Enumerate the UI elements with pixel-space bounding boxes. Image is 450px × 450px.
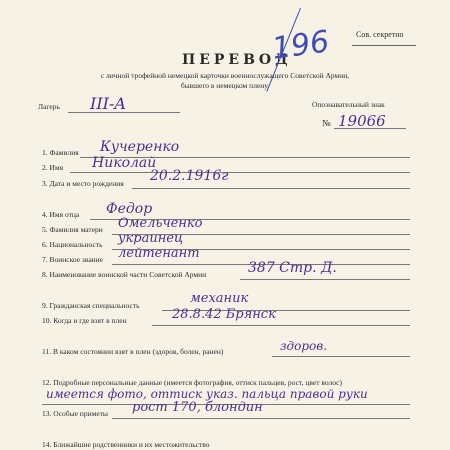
field-7-value: лейтенант	[118, 246, 200, 261]
field-2-value: Николай	[92, 155, 157, 171]
field-3-value: 20.2.1916г	[150, 168, 229, 184]
field-9-value: механик	[190, 291, 249, 306]
secret-underline	[352, 45, 416, 46]
field-5-value: Омельченко	[118, 216, 203, 231]
stamp-number: 196	[269, 24, 332, 67]
subtitle-line-1: с личной трофейной немецкой карточки военнослужащего Советской Армии,	[100, 71, 350, 80]
field-6-value: украинец	[118, 231, 184, 246]
tag-value: 19066	[338, 112, 386, 130]
field-4-label: 4. Имя отца	[42, 210, 80, 219]
field-2-label: 2. Имя	[42, 163, 64, 172]
field-13-label: 13. Особые приметы	[42, 409, 108, 418]
field-2-underline	[70, 172, 410, 173]
field-7-label: 7. Воинское звание	[42, 255, 104, 264]
page-title: ПЕРЕВОД	[182, 52, 292, 68]
field-13-underline	[112, 418, 410, 419]
field-10-value: 28.8.42 Брянск	[172, 307, 276, 322]
tag-prefix: №	[322, 118, 331, 128]
field-8-label: 8. Наименование воинской части Советской Армии	[42, 270, 207, 279]
tag-label: Опознавательный знак	[312, 100, 385, 109]
field-10-label: 10. Когда и где взят в плен	[42, 316, 127, 325]
field-11-label: 11. В каком состоянии взят в плен (здоров, болен, ранен)	[42, 347, 224, 356]
field-8-value: 387 Стр. Д.	[248, 260, 337, 276]
field-3-underline	[132, 188, 410, 189]
field-12-label: 12. Подробные персональные данные (имеется фотография, оттиск пальцев, рост, цвет волос)	[42, 378, 342, 387]
field-12-value: имеется фото, оттиск указ. пальца правой руки	[46, 387, 368, 401]
field-8-underline	[240, 279, 410, 280]
field-4-value: Федор	[106, 201, 153, 217]
field-5-label: 5. Фамилия матери	[42, 225, 103, 234]
field-6-label: 6. Национальность	[42, 240, 103, 249]
field-11-value: здоров.	[280, 339, 328, 353]
field-13-value: рост 170, блондин	[132, 400, 263, 415]
field-9-label: 9. Гражданская специальность	[42, 301, 140, 310]
camp-label: Лагерь	[38, 102, 60, 111]
field-11-underline	[272, 356, 410, 357]
field-14-label: 14. Ближайшие родственники и их местожительство	[42, 440, 210, 449]
field-3-label: 3. Дата и место рождения	[42, 179, 124, 188]
field-1-label: 1. Фамилия	[42, 148, 79, 157]
field-1-value: Кучеренко	[100, 139, 180, 155]
subtitle-line-2: бывшего в немецком плену.	[180, 81, 270, 90]
camp-value: III-A	[90, 94, 126, 113]
secret-label: Сов. секретно	[356, 30, 404, 39]
field-10-underline	[152, 325, 410, 326]
